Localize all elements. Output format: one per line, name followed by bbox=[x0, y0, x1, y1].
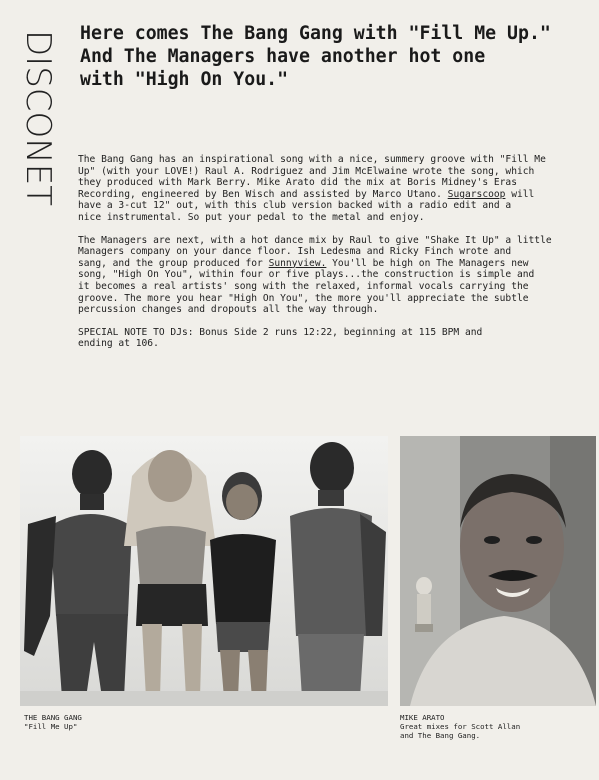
headline-line-2: And The Managers have another hot one bbox=[80, 46, 486, 67]
bang-gang-photo-art bbox=[20, 436, 388, 706]
paragraph-managers bbox=[78, 235, 578, 316]
paragraph-bang-gang bbox=[78, 154, 578, 224]
text-line: Up" (with your LOVE!) Raul A. Rodriguez and Jim McElwaine wrote the song, which bbox=[78, 165, 535, 177]
headline-line-1: Here comes The Bang Gang with "Fill Me Up." bbox=[80, 23, 551, 44]
text-line: nice instrumental. So put your pedal to the metal and enjoy. bbox=[78, 211, 425, 223]
paragraph-special-note bbox=[78, 327, 578, 350]
text-line: Managers company on your dance floor. Ish Ledesma and Ricky Finch wrote and bbox=[78, 246, 512, 258]
text-line bbox=[78, 189, 578, 201]
text-line: ending at 106. bbox=[78, 338, 159, 350]
caption-line: MIKE ARATO bbox=[400, 713, 445, 722]
text-line: groove. The more you hear "High On You", the more you'll appreciate the subtle bbox=[78, 292, 529, 304]
text-line bbox=[78, 258, 578, 270]
label-name-sunnyview: Sunnyview. bbox=[268, 257, 327, 269]
text-line: song, "High On You", within four or five plays...the construction is simple and bbox=[78, 269, 535, 281]
headline bbox=[80, 22, 590, 91]
text-fragment: sang, and the group produced for bbox=[78, 257, 269, 269]
mike-arato-photo bbox=[400, 436, 596, 706]
caption-line: and The Bang Gang. bbox=[400, 731, 481, 740]
caption-line: Great mixes for Scott Allan bbox=[400, 722, 521, 731]
caption-mike-arato bbox=[400, 713, 520, 740]
text-fragment: You'll be high on The Managers new bbox=[326, 257, 529, 269]
text-line: The Managers are next, with a hot dance mix by Raul to give "Shake It Up" a little bbox=[78, 234, 552, 246]
text-fragment: Recording, engineered by Ben Wisch and assisted by Marco Utano. bbox=[78, 188, 442, 200]
caption-bang-gang bbox=[24, 713, 82, 731]
headline-line-3: with "High On You." bbox=[80, 69, 289, 90]
text-line: The Bang Gang has an inspirational song with a nice, summery groove with "Fill Me bbox=[78, 154, 546, 165]
caption-line: THE BANG GANG bbox=[24, 713, 82, 722]
bang-gang-photo bbox=[20, 436, 388, 706]
text-line: SPECIAL NOTE TO DJs: Bonus Side 2 runs 12:22, beginning at 115 BPM and bbox=[78, 326, 483, 338]
article-body bbox=[78, 154, 578, 361]
disconet-logo bbox=[18, 26, 58, 206]
figurine bbox=[415, 577, 433, 632]
text-line: percussion changes and dropouts all the way through. bbox=[78, 304, 379, 316]
text-line: have a 3-cut 12" out, with this club version backed with a radio edit and a bbox=[78, 200, 512, 212]
mike-arato-photo-art bbox=[400, 436, 596, 706]
logo-text: DISCONET bbox=[18, 30, 58, 206]
label-name-sugarscoop: Sugarscoop bbox=[447, 188, 506, 200]
caption-line: "Fill Me Up" bbox=[24, 722, 78, 731]
text-line: they produced with Mark Berry. Mike Arato did the mix at Boris Midney's Eras bbox=[78, 177, 517, 189]
text-line: it becomes a real artists' song with the relaxed, informal vocals carrying the bbox=[78, 280, 529, 292]
text-fragment: will bbox=[505, 188, 535, 200]
